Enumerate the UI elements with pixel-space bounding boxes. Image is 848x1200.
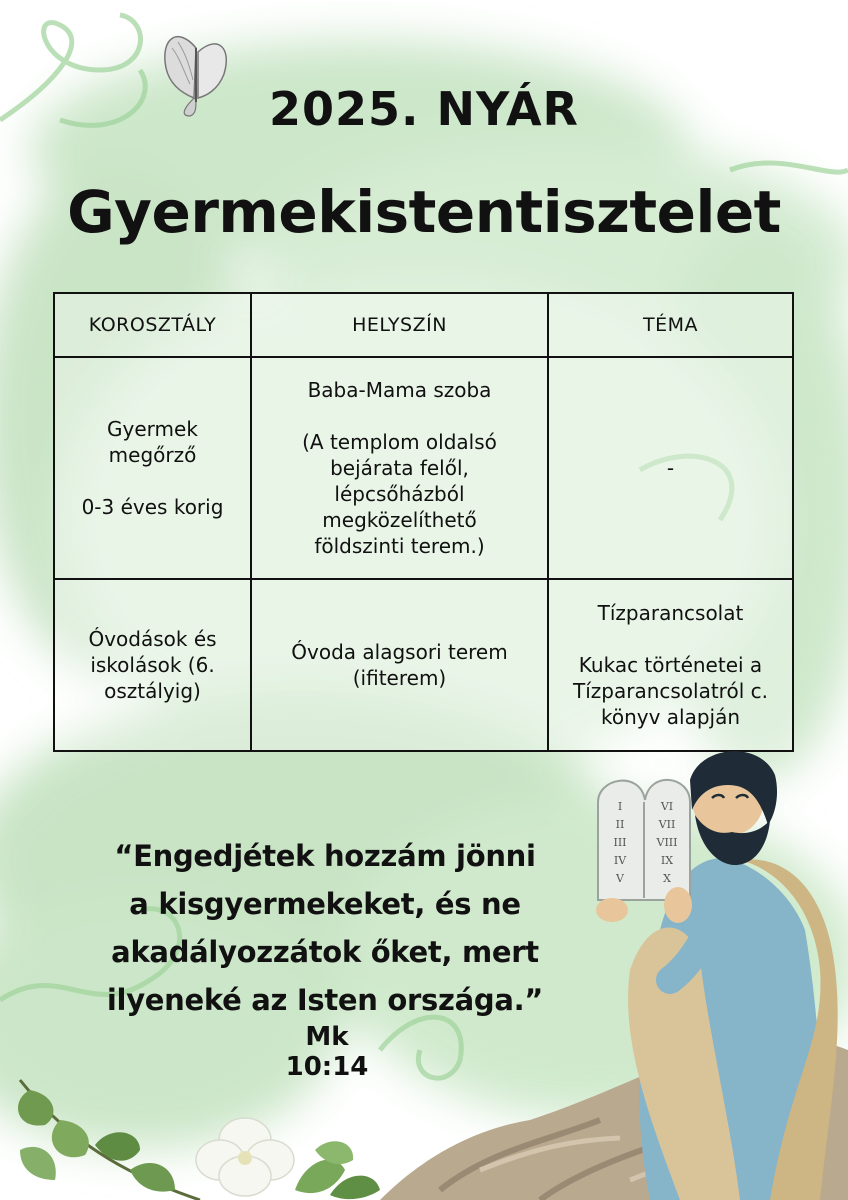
age-range: 0-3 éves korig	[81, 495, 224, 519]
place-cell	[251, 357, 548, 579]
tablet-numeral: I	[617, 800, 623, 813]
table-header-row	[54, 293, 793, 357]
column-header-place: HELYSZÍN	[251, 293, 548, 357]
leaf-cluster-icon	[285, 1130, 385, 1200]
place-cell	[251, 579, 548, 751]
place-directions: (A templom oldalsó bejárata felől, lépcsőházból megközelíthető földszinti terem.)	[302, 430, 497, 558]
tablet-numeral: III	[613, 836, 627, 849]
age-group: Óvodások és iskolások (6. osztályig)	[88, 627, 217, 703]
tablet-numeral: IX	[660, 854, 674, 867]
tablet-numeral: IV	[613, 854, 627, 867]
tablet-numeral: II	[615, 818, 625, 831]
moses-illustration	[590, 740, 848, 1200]
place-name: Baba-Mama szoba	[307, 378, 492, 402]
age-cell	[54, 357, 251, 579]
tablet-numeral: VI	[660, 800, 674, 813]
tablet-numeral: X	[663, 872, 671, 885]
column-header-topic: TÉMA	[548, 293, 793, 357]
year-heading: 2025. NYÁR	[269, 82, 579, 136]
table-row	[54, 579, 793, 751]
age-cell	[54, 579, 251, 751]
topic-cell: -	[548, 357, 793, 579]
bible-reference: Mk 10:14	[285, 1022, 369, 1082]
page-title: Gyermekistentisztelet	[67, 178, 781, 246]
topic-description: Kukac történetei a Tízparancsolatról c. könyv alapján	[573, 653, 768, 729]
age-group-line1: Gyermek	[107, 417, 198, 441]
commandments-tablet	[598, 780, 690, 900]
topic-cell	[548, 579, 793, 751]
white-flower-icon	[190, 1110, 300, 1200]
column-header-age: KOROSZTÁLY	[54, 293, 251, 357]
tablet-numeral: VII	[658, 818, 676, 831]
tablet-numeral: V	[616, 872, 624, 885]
schedule-table	[53, 292, 794, 752]
tablet-numeral: VIII	[656, 836, 678, 849]
bible-quote: “Engedjétek hozzám jönni a kisgyermekeket, és ne akadályozzátok őket, mert ilyeneké az Isten országa.”	[106, 839, 544, 1017]
table-row	[54, 357, 793, 579]
age-group-line2: megőrző	[108, 443, 197, 467]
topic-title: Tízparancsolat	[597, 601, 744, 625]
place-name: Óvoda alagsori terem (ifiterem)	[291, 640, 508, 690]
